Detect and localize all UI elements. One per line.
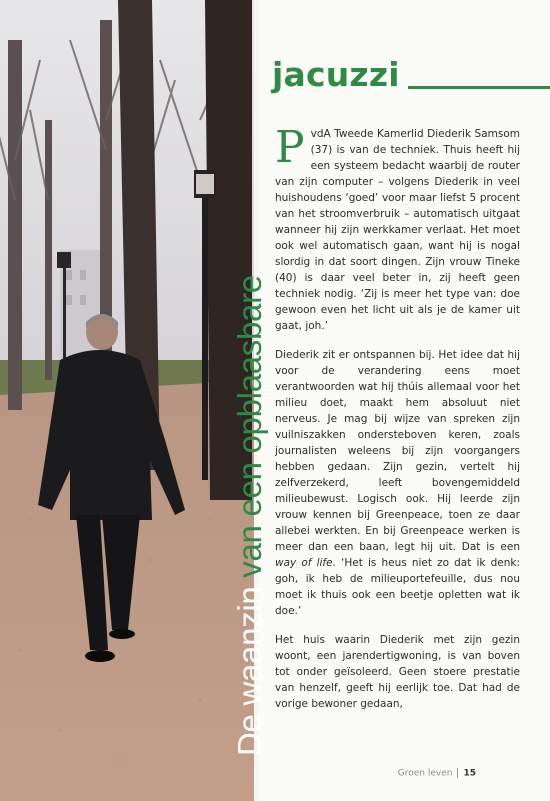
drop-cap: P xyxy=(275,122,305,173)
paragraph-2-italic: way of life. xyxy=(275,557,336,569)
page-footer xyxy=(398,768,476,779)
photo-man-walking-park xyxy=(0,0,258,801)
paragraph-1 xyxy=(275,122,520,334)
footer-divider xyxy=(457,768,458,778)
paragraph-2-text: Diederik zit er ontspannen bij. Het idee dat hij voor de verandering eens moet verantwoorden wat hij thúis allemaal voor het milieu doet, maakt hem absoluut niet nerveus. Je mag bij wijze van spreken zijn vuilniszakken ondersteboven keren, zoals journalisten weleens bij zijn voorgangers hebben gedaan. Zijn gezin, vertelt hij zelfverzekerd, leeft bovengemiddeld milieubewust. Logisch ook. Hij leerde zijn vrouw kennen bij Greenpeace, toen ze daar allebei werkten. En bij Greenpeace werken is meer dan een baan, legt hij uit. Dat is een xyxy=(275,349,520,553)
headline: jacuzzi xyxy=(272,55,400,94)
paragraph-2 xyxy=(275,347,520,619)
footer-section: Groen leven xyxy=(397,768,453,779)
vertical-title-part2: van een opblaasbare xyxy=(231,275,268,578)
page-number: 15 xyxy=(463,768,476,779)
paragraph-3-text: Het huis waarin Diederik met zijn gezin woont, een jarendertigwoning, is van boven tot onder geïsoleerd. Geen stoere prestatie van henzelf, geeft hij eerlijk toe. Dat had de vorige bewoner gedaan, xyxy=(275,634,520,710)
vertical-article-title xyxy=(233,275,266,756)
paragraph-2-end: ‘Het is heus niet zo dat ik denk: goh, ik heb de milieuportefeuille, dus nou moet ik thuis ook een beetje opletten wat ik doe.’ xyxy=(275,557,520,617)
headline-rule xyxy=(408,86,550,89)
article-photo xyxy=(0,0,268,801)
article-body xyxy=(275,122,520,725)
paragraph-1-text: vdA Tweede Kamerlid Diederik Samsom (37) is van de techniek. Thuis heeft hij een systeem bedacht waarbij de router van zijn computer – volgens Diederik in veel huishoudens ‘goed’ voor maar liefst 5 procent van het stroomverbruik – automatisch uitgaat wanneer hij zijn werkkamer verlaat. Het moet ook wel automatisch gaan, want hij is nogal slordig in dat soort dingen. Zijn vrouw Tineke (40) is daar veel beter in, zij heeft geen techniek nodig. ‘Zij is meer het type van: doe gewoon even het licht uit als je de kamer uit gaat, joh.’ xyxy=(275,128,520,332)
paragraph-3 xyxy=(275,632,520,712)
vertical-title-part1: De waanzin xyxy=(231,577,268,756)
